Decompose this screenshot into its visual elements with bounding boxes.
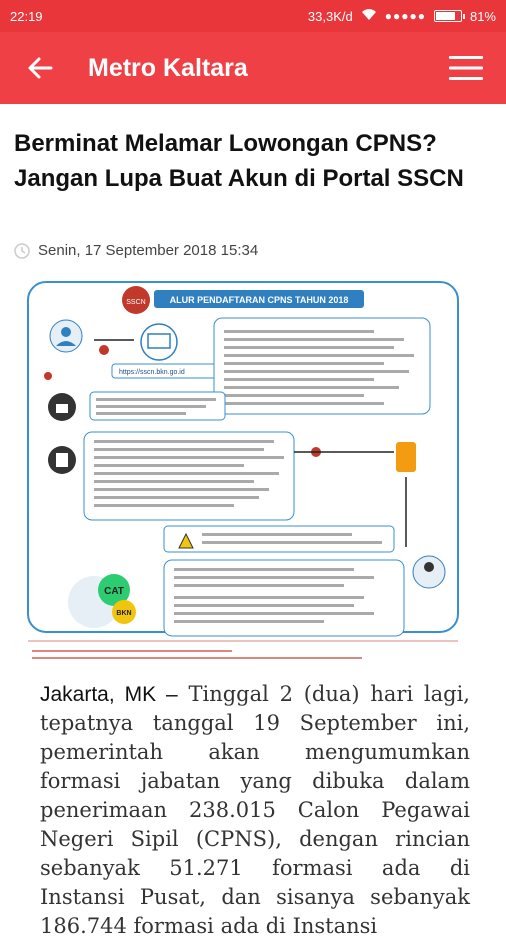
article-date: Senin, 17 September 2018 15:34 <box>38 242 259 259</box>
article-title: Berminat Melamar Lowongan CPNS? Jangan Lupa Buat Akun di Portal SSCN <box>14 130 464 192</box>
status-bar <box>0 0 506 32</box>
battery-icon <box>434 10 462 22</box>
infographic-header: ALUR PENDAFTARAN CPNS TAHUN 2018 <box>169 295 349 305</box>
infographic-bkn: BKN <box>116 610 132 617</box>
hamburger-menu-icon <box>449 55 483 81</box>
status-time: 22:19 <box>10 8 43 24</box>
article-infographic[interactable] <box>24 272 483 672</box>
battery-percent: 81% <box>469 8 496 24</box>
article-body-text: Tinggal 2 (dua) hari lagi, tepatnya tanggal 19 September ini, pemerintah akan mengumumkan formasi jabatan yang dibuka dalam penerimaan 238.015 Calon Pegawai Negeri Sipil (CPNS), dengan rincian sebanyak 51.271 formasi ada di Instansi Pusat, dan sisanya sebanyak 186.744 formasi ada di Instansi <box>40 682 470 938</box>
arrow-left-icon <box>27 57 53 79</box>
article-body <box>40 680 470 941</box>
menu-button[interactable] <box>444 46 488 90</box>
wifi-icon <box>361 8 377 24</box>
article-date-row <box>14 242 258 259</box>
infographic-image <box>24 272 483 672</box>
app-bar <box>0 32 506 104</box>
status-right-group <box>308 8 496 24</box>
infographic-url: https://sscn.bkn.go.id <box>119 369 185 376</box>
network-speed: 33,3K/d <box>307 8 353 24</box>
article-lead: Jakarta, MK – <box>40 683 178 706</box>
infographic-cat: CAT <box>104 586 124 597</box>
infographic-logo-text: SSCN <box>126 299 146 306</box>
app-title: Metro Kaltara <box>88 53 248 82</box>
back-button[interactable] <box>12 40 68 96</box>
clock-icon <box>14 243 30 259</box>
signal-strength-icon: ●●●●● <box>384 9 426 23</box>
